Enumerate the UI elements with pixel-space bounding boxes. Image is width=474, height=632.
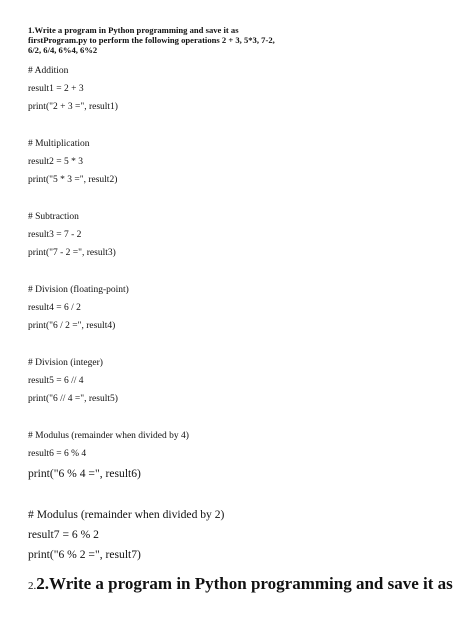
- multiplication-print: print("5 * 3 =", result2): [28, 175, 118, 185]
- division-integer-assign: result5 = 6 // 4: [28, 376, 84, 386]
- heading-line-1: 1.Write a program in Python programming and save it as: [28, 25, 239, 35]
- division-integer-comment: # Division (integer): [28, 358, 103, 368]
- modulus-2-assign: result7 = 6 % 2: [28, 528, 99, 541]
- list-number-prefix: 2.: [28, 580, 37, 592]
- division-float-comment: # Division (floating-point): [28, 285, 129, 295]
- modulus-4-assign: result6 = 6 % 4: [28, 449, 87, 459]
- multiplication-comment: # Multiplication: [28, 139, 90, 149]
- addition-print: print("2 + 3 =", result1): [28, 102, 118, 112]
- next-question-text: 2.Write a program in Python programming and save it as: [36, 574, 453, 593]
- question-heading: [28, 25, 448, 55]
- division-integer-print: print("6 // 4 =", result5): [28, 394, 118, 404]
- division-float-assign: result4 = 6 / 2: [28, 303, 81, 313]
- modulus-4-comment: # Modulus (remainder when divided by 4): [28, 431, 189, 441]
- modulus-2-comment: # Modulus (remainder when divided by 2): [28, 508, 225, 521]
- subtraction-assign: result3 = 7 - 2: [28, 230, 82, 240]
- subtraction-print: print("7 - 2 =", result3): [28, 248, 116, 258]
- heading-line-2: firstProgram.py to perform the following operations 2 + 3, 5*3, 7-2,: [28, 35, 275, 45]
- addition-assign: result1 = 2 + 3: [28, 84, 84, 94]
- subtraction-comment: # Subtraction: [28, 212, 79, 222]
- division-float-print: print("6 / 2 =", result4): [28, 321, 116, 331]
- addition-comment: # Addition: [28, 66, 69, 76]
- modulus-4-print: print("6 % 4 =", result6): [28, 467, 141, 480]
- heading-line-3: 6/2, 6/4, 6%4, 6%2: [28, 45, 98, 55]
- next-question-heading: [28, 574, 453, 594]
- multiplication-assign: result2 = 5 * 3: [28, 157, 83, 167]
- modulus-2-print: print("6 % 2 =", result7): [28, 548, 141, 561]
